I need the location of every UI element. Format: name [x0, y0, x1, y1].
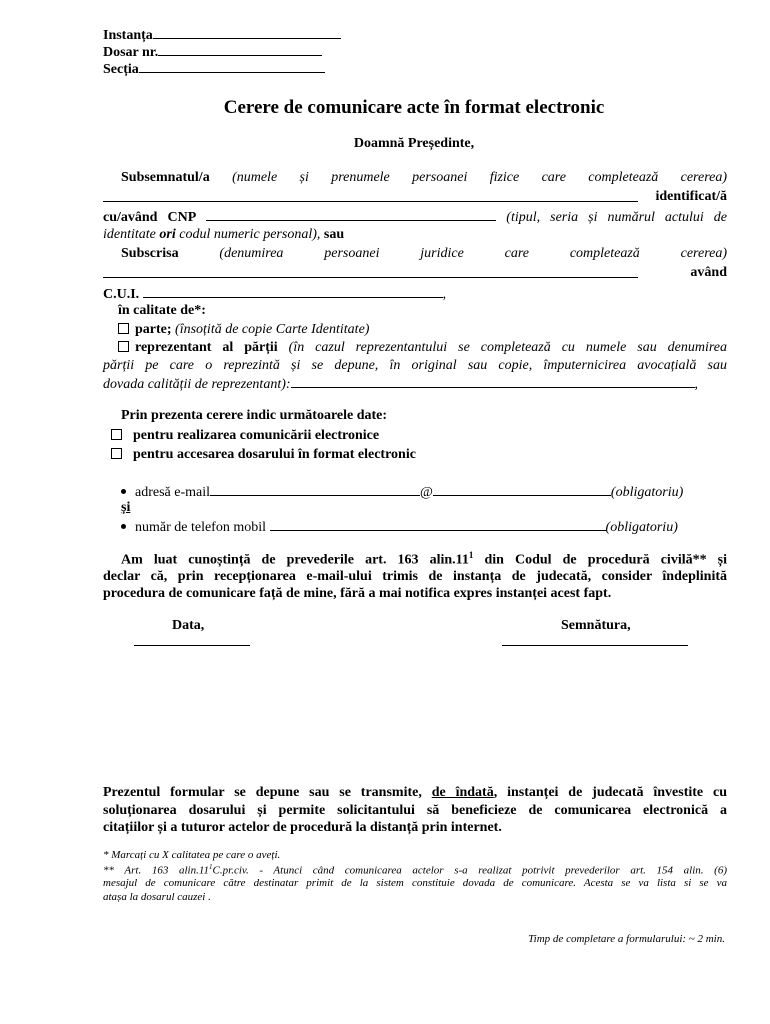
footnote-2-line-2: mesajul de comunicare către destinatar primit de la sistem constituie dovada de comunicare. Acesta se va lista si se va: [103, 877, 727, 889]
bullet-icon: [121, 489, 126, 494]
instanta-label: Instanța: [103, 28, 153, 43]
footnote-2a: ** Art. 163 alin.11: [103, 864, 210, 877]
cnp-hint: (tipul, seria și numărul actului de: [506, 210, 728, 225]
declaratie-text-1b: din Codul de procedură civilă** și: [484, 552, 728, 568]
declaratie-text-1: Am luat cunoștință de prevederile art. 163 alin.11: [121, 552, 469, 568]
notice-line-2: soluționarea dosarului și permite solicitantului să beneficieze de comunicarea electronică a: [103, 803, 727, 818]
sau-label: sau: [323, 227, 345, 242]
parte-hint: (însoțită de copie Carte Identitate): [175, 322, 370, 337]
subsemnatul-label: Subsemnatul/a: [121, 170, 210, 185]
comunicare-checkbox[interactable]: [111, 429, 122, 440]
at-sign: @: [420, 485, 433, 500]
reprezentant-checkbox[interactable]: [118, 341, 129, 352]
subsemnatul-line: [121, 170, 727, 186]
cui-comma: ,: [442, 287, 447, 302]
sectia-field: [103, 60, 325, 78]
dosar-line[interactable]: [158, 43, 322, 56]
subscrisa-name-row: [103, 265, 727, 283]
phone-obligatoriu: (obligatoriu): [605, 520, 678, 535]
parte-label: parte;: [135, 322, 172, 337]
cnp-label: cu/având CNP: [103, 210, 197, 225]
email-label: adresă e-mail: [135, 485, 211, 500]
data-signature-line[interactable]: [134, 645, 250, 646]
notice-indata: de îndată: [431, 785, 494, 800]
avand-label: având: [690, 265, 727, 280]
dosar-field: [103, 43, 322, 61]
notice-line-3: citațiilor și a tuturor actelor de procedură la distanță prin internet.: [103, 820, 502, 835]
instanta-line[interactable]: [153, 26, 341, 39]
denumire-line[interactable]: [103, 265, 638, 278]
notice-line-1: [103, 785, 727, 801]
declaratie-line-1: [121, 550, 727, 569]
identificat-label: identificat/ă: [655, 189, 727, 204]
opt-comunicare: [111, 428, 379, 444]
reprezentant-hint-2: părții pe care o reprezintă și se depune, în original sau copie, împuternicirea avocațială sau: [103, 358, 727, 373]
reprezentant-label: reprezentant al părții: [135, 340, 278, 355]
notice-text-1b: , instanței de judecată învestite cu: [493, 785, 727, 800]
footnote-2b: C.pr.civ. - Atunci când comunicarea actelor s-a realizat potrivit prevederilor art. 154 alin. (6): [212, 864, 727, 877]
opt-accesare-label: pentru accesarea dosarului în format electronic: [133, 447, 416, 462]
cnp-row: [103, 208, 727, 226]
footnote-2-line-3: atașa la dosarul cauzei .: [103, 891, 211, 903]
subscrisa-hint: (denumirea persoanei juridice care completează cererea): [219, 246, 727, 261]
parte-option: [118, 322, 369, 338]
cnp-hint-row: [103, 227, 344, 243]
cui-label: C.U.I.: [103, 287, 140, 302]
phone-label: număr de telefon mobil: [135, 520, 267, 535]
salutation: Doamnă Președinte,: [353, 136, 475, 151]
semnatura-label: Semnătura,: [561, 618, 631, 633]
email-obligatoriu: (obligatoriu): [610, 485, 684, 500]
dovada-line[interactable]: [291, 375, 695, 388]
subscrisa-line: [121, 246, 727, 262]
email-user-input[interactable]: [210, 483, 420, 496]
opt-comunicare-label: pentru realizarea comunicării electronice: [133, 428, 380, 443]
subsemnatul-hint: (numele și prenumele persoanei fizice care completează cererea): [232, 170, 728, 185]
data-label: Data,: [172, 618, 205, 633]
ori-label: ori: [159, 227, 176, 242]
reprezentant-hint-3: dovada calității de reprezentant):: [103, 377, 291, 392]
declaratie-sup: 1: [468, 550, 474, 560]
reprezentant-dovada-row: [103, 375, 698, 393]
parte-checkbox[interactable]: [118, 323, 129, 334]
subsemnatul-name-row: [103, 189, 727, 207]
accesare-checkbox[interactable]: [111, 448, 122, 459]
reprezentant-hint-1: (în cazul reprezentantului se completează cu numele sau denumirea: [288, 340, 728, 355]
sectia-label: Secția: [103, 62, 139, 77]
semnatura-signature-line[interactable]: [502, 645, 688, 646]
subscrisa-label: Subscrisa: [121, 246, 179, 261]
page-title: Cerere de comunicare acte în format electronic: [223, 97, 605, 118]
footnote-2-line-1: [103, 863, 727, 877]
calitate-heading: în calitate de*:: [118, 303, 206, 318]
bullet-icon: [121, 524, 126, 529]
declaratie-line-2: declar că, prin recepționarea e-mail-ului trimis de instanța de judecată, consider îndeplinită: [103, 569, 727, 584]
phone-row: [121, 518, 678, 536]
instanta-field: [103, 26, 341, 44]
reprezentant-option: [118, 340, 727, 356]
email-row: [121, 483, 683, 501]
email-domain-input[interactable]: [433, 483, 611, 496]
opt-accesare: [111, 447, 416, 463]
cnp-hint-2: identitate: [103, 227, 156, 242]
phone-input[interactable]: [270, 518, 606, 531]
dovada-comma: ,: [694, 377, 699, 392]
prin-heading: Prin prezenta cerere indic următoarele date:: [121, 408, 388, 423]
notice-text-1a: Prezentul formular se depune sau se transmite,: [103, 785, 422, 800]
cui-line[interactable]: [143, 285, 443, 298]
si-label: și: [121, 500, 131, 515]
footnote-1: * Marcați cu X calitatea pe care o aveți.: [103, 849, 281, 861]
sectia-line[interactable]: [139, 60, 325, 73]
dosar-label: Dosar nr.: [103, 45, 159, 60]
cui-row: [103, 285, 446, 303]
footnote-2-sup: 1: [209, 863, 213, 871]
nume-line[interactable]: [103, 189, 638, 202]
cnp-hint-3: codul numeric personal),: [179, 227, 321, 242]
cnp-line[interactable]: [206, 208, 496, 221]
declaratie-line-3: procedura de comunicare față de mine, fără a mai notifica expres instanței acest fapt.: [103, 586, 612, 601]
timp-completare: Timp de completare a formularului: ~ 2 min.: [528, 933, 725, 945]
